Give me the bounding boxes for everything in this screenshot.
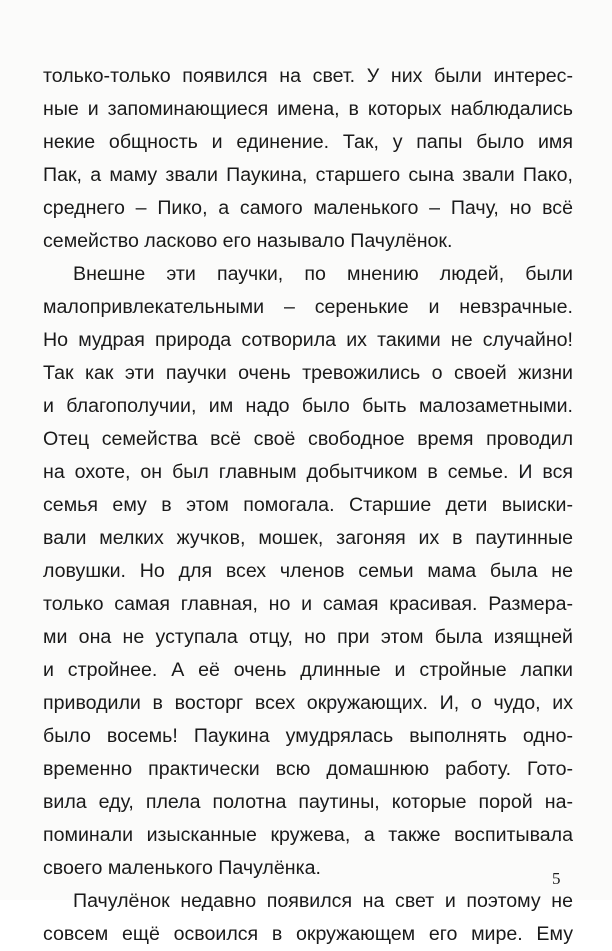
- text-line: поминали изысканные кружева, а также воспитывала: [43, 824, 573, 846]
- text-line: Так как эти паучки очень тревожились о своей жизни: [43, 362, 573, 384]
- text-line: ловушки. Но для всех членов семьи мама была не: [43, 560, 573, 582]
- text-line: вила еду, плела полотна паутины, которые порой на-: [43, 791, 573, 813]
- text-line: совсем ещё освоился в окружающем его мире. Ему: [43, 923, 573, 945]
- text-line: семейство ласково его называло Пачулёнок.: [43, 230, 453, 252]
- text-line: Но мудрая природа сотворила их такими не случайно!: [43, 329, 573, 351]
- text-line: и благополучии, им надо было быть малозаметными.: [43, 395, 573, 417]
- text-line: вали мелких жучков, мошек, загоняя их в паутинные: [43, 527, 573, 549]
- text-line: только самая главная, но и самая красивая. Размера-: [43, 593, 573, 615]
- text-line: Внешне эти паучки, по мнению людей, были: [73, 263, 573, 285]
- text-line: и стройнее. А её очень длинные и стройные лапки: [43, 659, 573, 681]
- text-line: малопривлекательными – серенькие и невзрачные.: [43, 296, 573, 318]
- text-line: семья ему в этом помогала. Старшие дети выиски-: [43, 494, 573, 516]
- body-text: [43, 60, 573, 951]
- text-line: среднего – Пико, а самого маленького – Пачу, но всё: [43, 197, 573, 219]
- page-number: 5: [552, 869, 561, 888]
- text-line: ми она не уступала отцу, но при этом была изящней: [43, 626, 573, 648]
- text-line: Пак, а маму звали Паукина, старшего сына звали Пако,: [43, 164, 573, 186]
- text-line: приводили в восторг всех окружающих. И, о чудо, их: [43, 692, 573, 714]
- text-line: на охоте, он был главным добытчиком в семье. И вся: [43, 461, 573, 483]
- text-line: временно практически всю домашнюю работу. Гото-: [43, 758, 573, 780]
- text-line: Отец семейства всё своё свободное время проводил: [43, 428, 573, 450]
- text-line: своего маленького Пачулёнка.: [43, 857, 321, 879]
- text-line: Пачулёнок недавно появился на свет и поэтому не: [73, 890, 573, 912]
- text-line: некие общность и единение. Так, у папы было имя: [43, 131, 573, 153]
- text-line: было восемь! Паукина умудрялась выполнять одно-: [43, 725, 573, 747]
- text-line: ные и запоминающиеся имена, в которых наблюдались: [43, 98, 573, 120]
- text-line: только-только появился на свет. У них были интерес-: [43, 65, 573, 87]
